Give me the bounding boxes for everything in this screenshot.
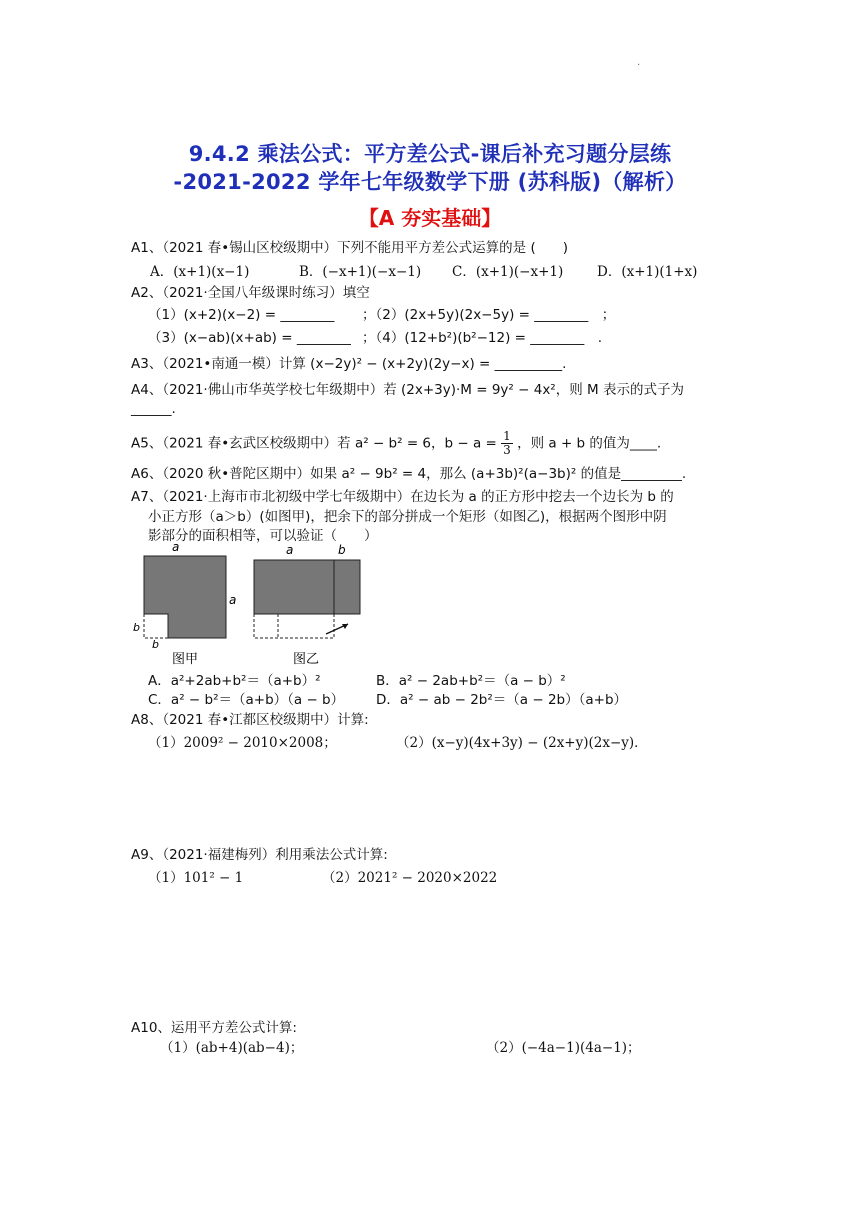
fig-jia-caption: 图甲: [172, 652, 199, 667]
a8-part1: （1）2009² − 2010×2008；: [148, 735, 337, 751]
a6-stem: A6、（2020 秋•普陀区期中）如果 a² − 9b² = 4，那么 (a+3b)²(a−3b)² 的值是_________.: [131, 466, 687, 482]
a7-option-d: D．a² − ab − 2b²＝（a − 2b）（a+b）: [376, 692, 628, 708]
doc-title-line1: 9.4.2 乘法公式：平方差公式-课后补充习题分层练: [188, 142, 672, 166]
a9-part1: （1）101² − 1: [148, 870, 244, 886]
a4-blank: ______.: [131, 401, 176, 417]
a10-stem: A10、运用平方差公式计算:: [131, 1020, 297, 1036]
a10-part1: （1）(ab+4)(ab−4)；: [160, 1040, 304, 1056]
a2-part1: （1）(x+2)(x−2) = ________: [148, 307, 335, 323]
a7-option-b: B．a² − 2ab+b²＝（a − b）²: [376, 673, 566, 689]
a2-part2: ；（2）(2x+5y)(2x−5y) = ________ ；: [362, 307, 616, 323]
a1-option-c: C．(x+1)(−x+1): [452, 264, 564, 280]
fig-jia-label-a-top: a: [172, 540, 180, 554]
a1-option-b: B．(−x+1)(−x−1): [299, 264, 422, 280]
a7-option-c: C．a² − b²＝（a+b）（a − b）: [148, 692, 345, 708]
fig-yi-label-a: a: [286, 543, 294, 557]
doc-title-line2: -2021-2022 学年七年级数学下册 (苏科版)（解析）: [173, 170, 687, 194]
fig-jia-label-a-side: a: [229, 593, 237, 607]
a7-stem-line3: 影部分的面积相等，可以验证（ ）: [148, 528, 378, 544]
a2-part4: ；（4）(12+b²)(b²−12) = ________ .: [362, 330, 603, 346]
a5-stem-post: ，则 a + b 的值为____.: [517, 435, 662, 452]
a5-stem-pre: A5、（2021 春•玄武区校级期中）若 a² − b² = 6，b − a =: [131, 435, 497, 452]
fig-yi-dashed-part: [254, 614, 334, 638]
a5-fraction: [501, 430, 513, 457]
a7-stem-line1: A7、（2021·上海市市北初级中学七年级期中）在边长为 a 的正方形中挖去一个边长为 b 的: [131, 489, 674, 505]
section-heading: 【A 夯实基础】: [358, 206, 502, 230]
a8-part2: （2）(x−y)(4x+3y) − (2x+y)(2x−y)．: [396, 735, 648, 751]
page-dot: ·: [637, 60, 641, 71]
a5-stem: [131, 430, 661, 457]
a1-option-d: D．(x+1)(1+x): [597, 264, 698, 280]
fig-jia-label-b-side: b: [133, 621, 140, 634]
a10-part2: （2）(−4a−1)(4a−1)；: [486, 1040, 641, 1056]
fig-yi-label-b: b: [338, 543, 346, 557]
fig-jia-label-b-bottom: b: [152, 638, 159, 651]
a4-stem: A4、（2021·佛山市华英学校七年级期中）若 (2x+3y)·M = 9y² − 4x²，则 M 表示的式子为: [131, 382, 684, 398]
fig-yi-shaded-rect: [254, 560, 360, 614]
a1-stem: A1、（2021 春•锡山区校级期中）下列不能用平方差公式运算的是 ( ): [131, 240, 569, 256]
a9-stem: A9、（2021·福建梅列）利用乘法公式计算:: [131, 847, 388, 863]
fig-yi-caption: 图乙: [293, 652, 320, 667]
fig-jia-cut-square: [144, 614, 168, 638]
fig-jia-shaded-region: [144, 556, 226, 638]
a1-option-a: A．(x+1)(x−1): [150, 264, 250, 280]
a3-stem: A3、（2021•南通一模）计算 (x−2y)² − (x+2y)(2y−x) = __________.: [131, 356, 567, 372]
a5-fraction-num: 1: [503, 429, 511, 443]
a7-figure: [128, 538, 368, 668]
a2-stem: A2、（2021·全国八年级课时练习）填空: [131, 285, 370, 301]
a9-part2: （2）2021² − 2020×2022: [322, 870, 498, 886]
a7-option-a: A．a²+2ab+b²＝（a+b）²: [148, 673, 321, 689]
a5-fraction-den: 3: [503, 443, 511, 457]
a7-stem-line2: 小正方形（a＞b）(如图甲)，把余下的部分拼成一个矩形（如图乙)，根据两个图形中阴: [148, 509, 667, 525]
a2-part3: （3）(x−ab)(x+ab) = ________: [148, 330, 351, 346]
a8-stem: A8、（2021 春•江都区校级期中）计算:: [131, 712, 369, 728]
